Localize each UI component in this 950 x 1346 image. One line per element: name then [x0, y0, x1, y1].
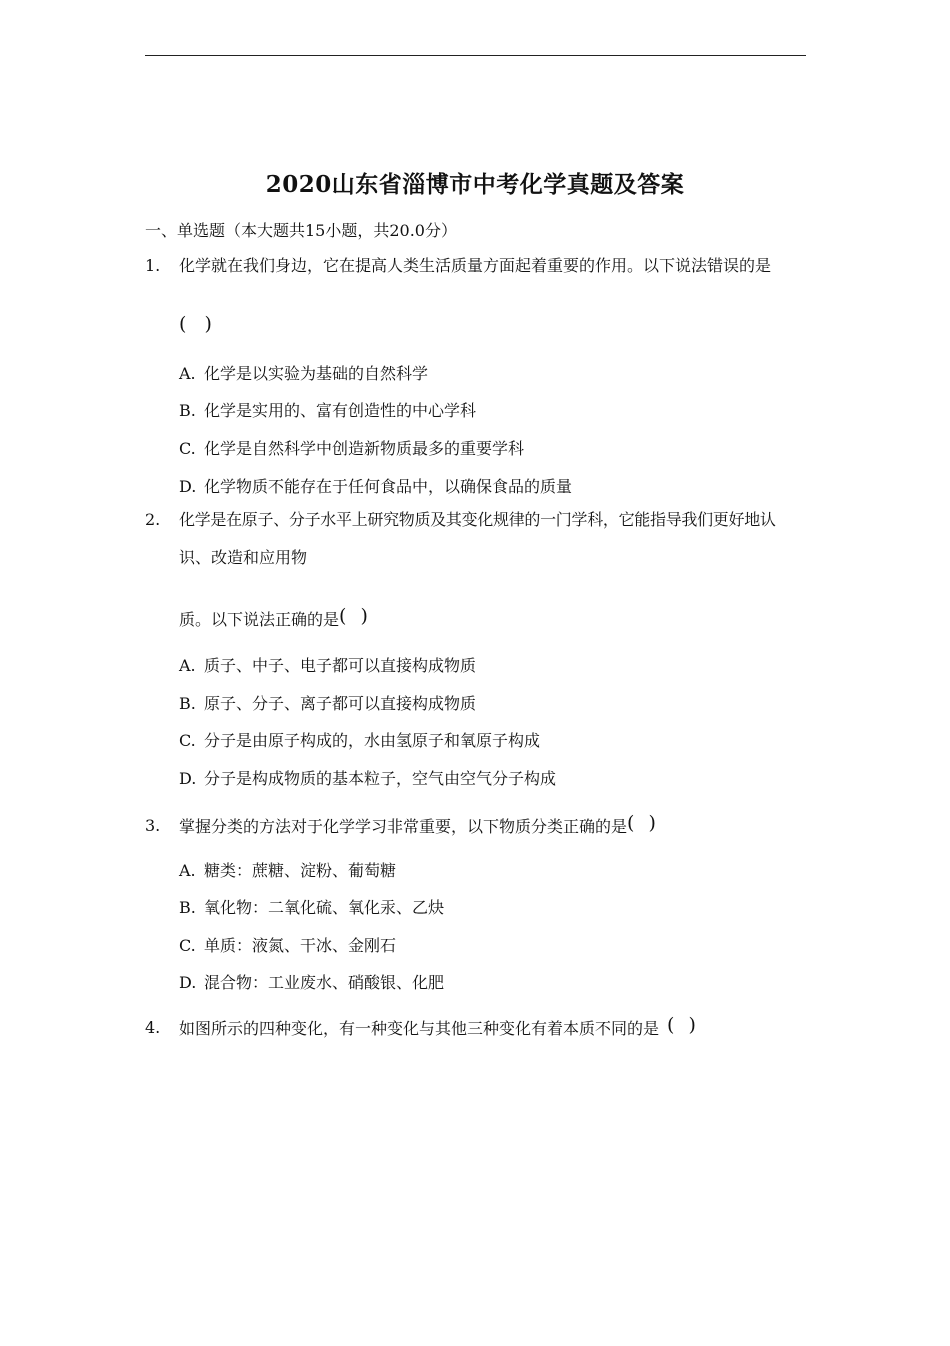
question-text: 质。以下说法正确的是 — [179, 610, 340, 629]
header-rule — [145, 55, 806, 56]
question-number: 2. — [145, 510, 161, 529]
option-text: 分子是由原子构成的，水由氢原子和氧原子构成 — [204, 731, 541, 750]
option — [179, 898, 444, 918]
option-text: 单质：液氮、干冰、金刚石 — [204, 936, 397, 955]
question-text: 掌握分类的方法对于化学学习非常重要，以下物质分类正确的是 — [179, 817, 628, 836]
answer-bracket: ( ) — [627, 812, 660, 834]
question-text: 化学就在我们身边，它在提高人类生活质量方面起着重要的作用。以下说法错误的是 — [179, 256, 772, 275]
option-letter: C. — [179, 936, 196, 955]
option-text: 氧化物：二氧化硫、氧化汞、乙炔 — [204, 898, 445, 917]
option-letter: D. — [179, 769, 197, 788]
option-letter: C. — [179, 731, 196, 750]
option — [179, 936, 396, 956]
option-letter: C. — [179, 439, 196, 458]
answer-bracket: ( ) — [339, 605, 372, 627]
question-text: 化学是在原子、分子水平上研究物质及其变化规律的一门学科，它能指导我们更好地认 — [179, 510, 776, 529]
option-text: 原子、分子、离子都可以直接构成物质 — [204, 694, 477, 713]
question-text-line — [179, 1014, 700, 1039]
option-letter: B. — [179, 401, 196, 420]
option-letter: B. — [179, 694, 196, 713]
option — [179, 656, 476, 676]
question-text: 如图所示的四种变化，有一种变化与其他三种变化有着本质不同的是 — [179, 1019, 660, 1038]
option-letter: D. — [179, 973, 197, 992]
answer-bracket: ( ) — [179, 313, 218, 335]
question-number: 4. — [145, 1018, 161, 1037]
option — [179, 731, 540, 751]
option-text: 分子是构成物质的基本粒子，空气由空气分子构成 — [204, 769, 557, 788]
option-letter: A. — [179, 861, 196, 880]
option-text: 糖类：蔗糖、淀粉、葡萄糖 — [204, 861, 397, 880]
option — [179, 973, 444, 993]
option — [179, 694, 476, 714]
page-title: 2020山东省淄博市中考化学真题及答案 — [265, 171, 685, 198]
option-text: 化学是实用的、富有创造性的中心学科 — [204, 401, 477, 420]
answer-bracket: ( ) — [667, 1014, 700, 1036]
option-letter: A. — [179, 656, 196, 675]
option — [179, 364, 428, 384]
option — [179, 477, 572, 497]
option-text: 质子、中子、电子都可以直接构成物质 — [204, 656, 477, 675]
option-text: 混合物：工业废水、硝酸银、化肥 — [204, 973, 445, 992]
option-letter: A. — [179, 364, 196, 383]
question-number: 3. — [145, 816, 161, 835]
option — [179, 439, 524, 459]
option-text: 化学物质不能存在于任何食品中，以确保食品的质量 — [204, 477, 573, 496]
option-letter: D. — [179, 477, 197, 496]
option-text: 化学是自然科学中创造新物质最多的重要学科 — [204, 439, 525, 458]
question-number: 1. — [145, 256, 161, 275]
option — [179, 861, 396, 881]
section-heading: 一、单选题（本大题共15小题，共20.0分） — [145, 221, 457, 240]
option-text: 化学是以实验为基础的自然科学 — [204, 364, 429, 383]
option — [179, 401, 476, 421]
question-text-line — [179, 605, 372, 630]
option — [179, 769, 556, 789]
option-letter: B. — [179, 898, 196, 917]
question-text-line — [179, 812, 660, 837]
question-text: 识、改造和应用物 — [179, 548, 308, 567]
